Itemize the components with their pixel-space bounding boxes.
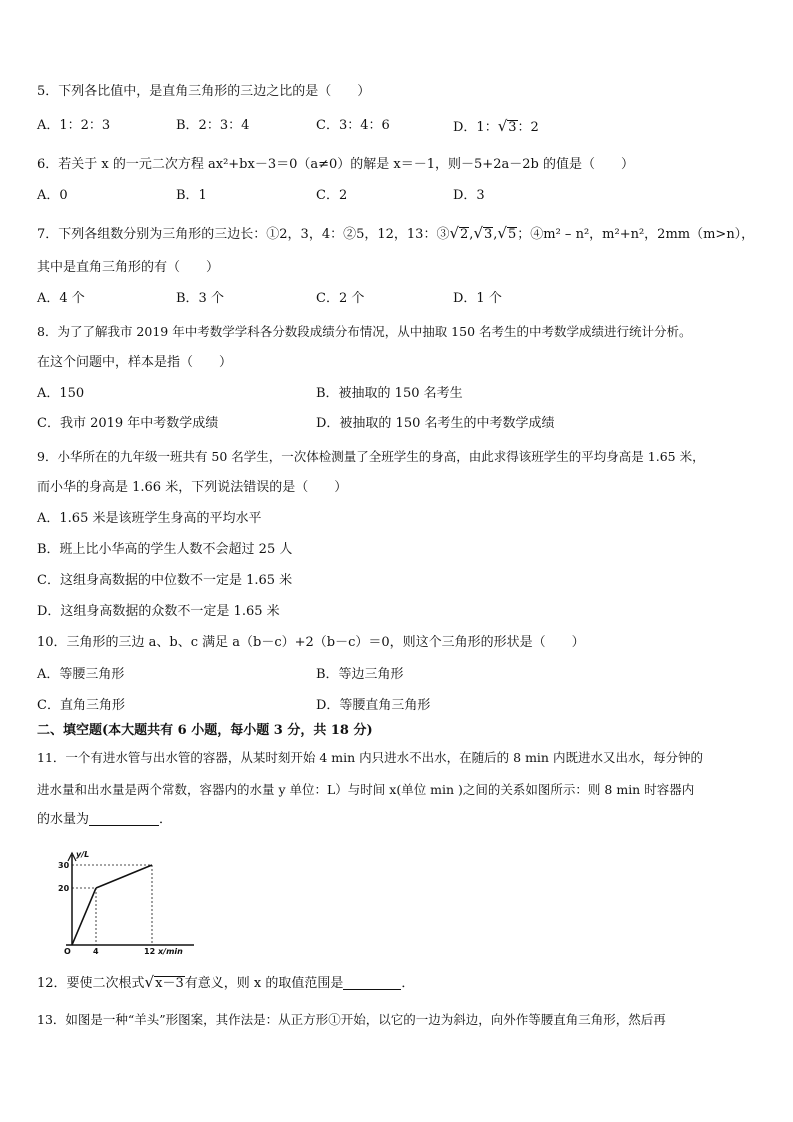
q9-stem: 9．小华所在的九年级一班共有 50 名学生，一次体检测量了全班学生的身高，由此求得该班学生的平均身高是 1.65 米，	[37, 449, 705, 464]
radical-icon: √	[144, 973, 155, 991]
q5-option-d-suffix: ：2	[517, 120, 539, 135]
q11-line3-text: 的水量为	[37, 812, 90, 827]
q5-option-a: A．1：2：3	[37, 118, 111, 133]
q11-line3-end: ．	[159, 812, 173, 827]
q9-option-b: B．班上比小华高的学生人数不会超过 25 人	[37, 542, 293, 557]
q5-option-d-radicand: 3	[508, 120, 517, 135]
q7-stem-prefix: 7．下列各组数分别为三角形的三边长：①2，3，4：②5，12，13：③	[37, 227, 450, 242]
q13-line1: 13．如图是一种“羊头”形图案，其作法是：从正方形①开始，以它的一边为斜边，向外作等腰直角三角形，然后再	[37, 1012, 666, 1027]
q11-answer-blank[interactable]	[89, 811, 159, 826]
q12-end: ．	[401, 976, 415, 991]
radical-icon: √	[473, 224, 483, 242]
q9-stem-line2: 而小华的身高是 1.66 米，下列说法错误的是（ ）	[37, 480, 348, 495]
q7-radicand-3: 5	[507, 227, 517, 242]
q5-option-d	[453, 117, 539, 137]
q10-option-a: A．等腰三角形	[37, 667, 125, 682]
x-tick-4: 4	[93, 947, 99, 956]
q8-option-b: B．被抽取的 150 名考生	[316, 386, 463, 401]
q5-option-d-prefix: D．1：	[453, 120, 498, 135]
q7-option-c: C．2 个	[316, 291, 365, 306]
q9-option-c: C．这组身高数据的中位数不一定是 1.65 米	[37, 573, 293, 588]
graph-segment-1	[72, 888, 96, 945]
section-heading-fill-in: 二、填空题(本大题共有 6 小题，每小题 3 分，共 18 分)	[37, 723, 373, 738]
y-tick-20: 20	[58, 884, 70, 893]
q11-line2: 进水量和出水量是两个常数，容器内的水量 y 单位：L）与时间 x(单位 min )之间的关系如图所示：则 8 min 时容器内	[37, 782, 695, 797]
q12-prefix: 12．要使二次根式	[37, 976, 145, 991]
q5-option-b: B．2：3：4	[176, 118, 250, 133]
q5-option-c: C．3：4：6	[316, 118, 390, 133]
q12-suffix: 有意义，则 x 的取值范围是	[184, 976, 344, 991]
radical-icon: √	[497, 117, 508, 135]
q9-option-d: D．这组身高数据的众数不一定是 1.65 米	[37, 604, 280, 619]
q5-stem: 5．下列各比值中，是直角三角形的三边之比的是（ ）	[37, 84, 371, 99]
q12-answer-blank[interactable]	[343, 975, 401, 990]
q7-radicand-2: 3	[484, 227, 493, 242]
q6-option-d: D．3	[453, 188, 485, 203]
origin-label: O	[64, 947, 71, 956]
q12-radicand: x－3	[155, 976, 184, 991]
radical-icon: √	[497, 224, 507, 242]
q8-option-a: A．150	[37, 386, 85, 401]
y-tick-30: 30	[58, 861, 70, 870]
q6-option-a: A．0	[37, 188, 68, 203]
q7-radicand-1: 2	[460, 227, 469, 242]
water-volume-graph	[52, 845, 202, 957]
q10-option-b: B．等边三角形	[316, 667, 404, 682]
q10-option-c: C．直角三角形	[37, 698, 125, 713]
q12-stem	[37, 973, 414, 993]
q7-option-a: A．4 个	[37, 291, 85, 306]
q7-stem: 7．下列各组数分别为三角形的三边长：①2，3，4：②5，12，13：③√2,√3,√5；④m² – n²，m²+n²，2mm（m>n），	[37, 224, 755, 242]
q7-stem-suffix: ；④m² – n²，m²+n²，2mm（m>n），	[517, 227, 755, 242]
q6-option-b: B．1	[176, 188, 207, 203]
radical-icon: √	[449, 224, 460, 242]
q8-option-c: C．我市 2019 年中考数学成绩	[37, 416, 219, 431]
q11-line3	[37, 811, 172, 829]
q6-option-c: C．2	[316, 188, 348, 203]
x-tick-12: 12	[144, 947, 156, 956]
q11-line1: 11．一个有进水管与出水管的容器，从某时刻开始 4 min 内只进水不出水，在随后的 8 min 内既进水又出水，每分钟的	[37, 750, 703, 765]
q8-stem: 8．为了了解我市 2019 年中考数学学科各分数段成绩分布情况，从中抽取 150 名考生的中考数学成绩进行统计分析。	[37, 324, 692, 339]
q7-stem-line2: 其中是直角三角形的有（ ）	[37, 260, 220, 275]
graph-segment-2	[96, 865, 152, 888]
q7-option-b: B．3 个	[176, 291, 224, 306]
q10-stem: 10．三角形的三边 a、b、c 满足 a（b－c）+2（b－c）＝0，则这个三角形的形状是（ ）	[37, 635, 585, 650]
x-axis-label: x/min	[158, 947, 183, 956]
q10-option-d: D．等腰直角三角形	[316, 698, 431, 713]
q6-stem: 6．若关于 x 的一元二次方程 ax²+bx－3＝0（a≠0）的解是 x＝－1，则－5+2a－2b 的值是（ ）	[37, 157, 634, 172]
q8-stem-line2: 在这个问题中，样本是指（ ）	[37, 355, 233, 370]
q9-option-a: A．1.65 米是该班学生身高的平均水平	[37, 511, 262, 526]
q8-option-d: D．被抽取的 150 名考生的中考数学成绩	[316, 416, 555, 431]
q7-option-d: D．1 个	[453, 291, 502, 306]
y-axis-label: y/L	[76, 850, 90, 859]
